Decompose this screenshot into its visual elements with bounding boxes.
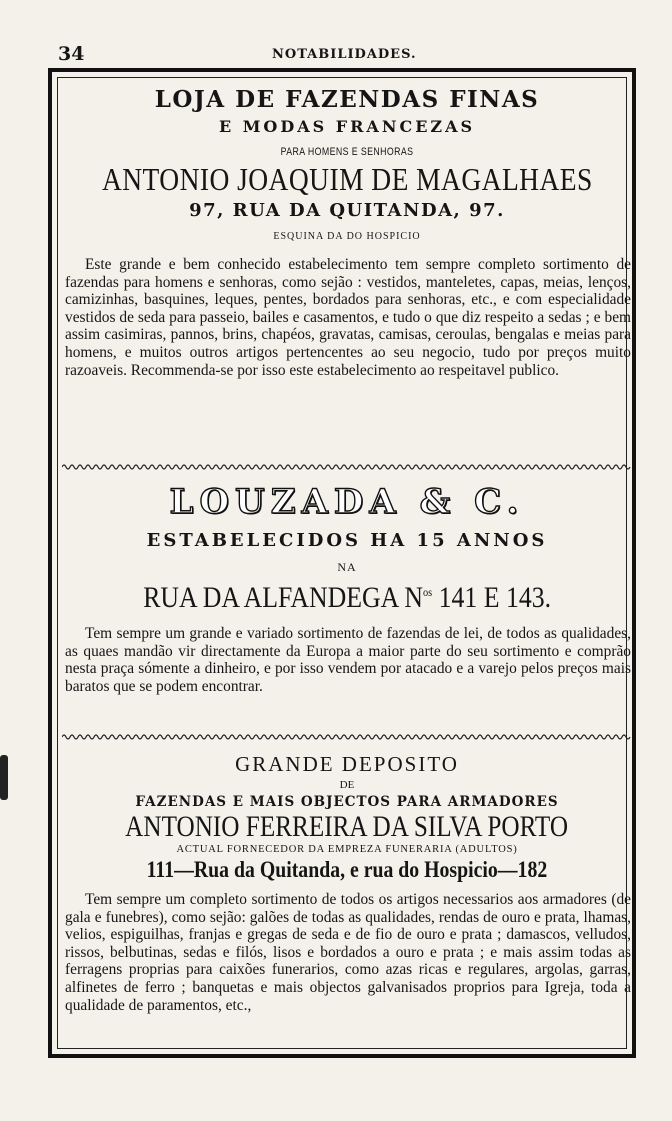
ad-body-text: Tem sempre um grande e variado sortimento de fazendas de lei, de todos as qualidades, as quaes mandão vir directamente da Europa a maior parte do seu sortimento e comprão nesta praça sómente a dinheiro, e por isso vendem por atacado e a varejo pelos preços mais baratos que se podem encontrar.: [65, 625, 631, 695]
street-name: RUA DA ALFANDEGA N: [143, 581, 423, 614]
advertisement-silva-porto: [57, 752, 637, 1014]
page-header: [0, 0, 672, 70]
ad-street: [143, 581, 551, 615]
ad-address: 97, RUA DA QUITANDA, 97.: [189, 200, 505, 221]
ad-owner-name: ANTONIO JOAQUIM DE MAGALHAES: [101, 161, 593, 197]
page-number: 34: [58, 43, 85, 65]
ad-de: DE: [339, 779, 355, 791]
ad-na: NA: [337, 560, 357, 574]
running-title: NOTABILIDADES.: [272, 47, 417, 62]
ad-audience: PARA HOMENS E SENHORAS: [280, 146, 414, 158]
ad-body-text: Este grande e bem conhecido estabelecimento tem sempre completo sortimento de fazendas para homens e senhoras, como sejão : vestidos, manteletes, capas, meias, lenços, camizinhas, basquines, leques, pentes, bordados para senhoras, etc., e com especialidade vestidos de seda para passeio, bailes e casamentos, e tudo o que diz respeito a sedas ; e bem assim casimiras, pannos, brins, chapéos, gravatas, camisas, ceroulas, bengalas e meias para homens, e muitos outros artigos pertencentes ao seu negocio, tudo por preços muito razoaveis. Recommenda-se por isso este estabelecimento ao respeitavel publico.: [65, 256, 631, 379]
binding-mark: [0, 755, 8, 800]
advertisement-louzada: [57, 482, 637, 695]
ad-subtitle: E MODAS FRANCEZAS: [218, 117, 476, 136]
wavy-divider: [62, 463, 632, 471]
ad-title: LOUZADA & C.: [169, 482, 525, 522]
ad-deposit-heading: GRANDE DEPOSITO: [235, 752, 459, 776]
ad-body-text: Tem sempre um completo sortimento de todos os artigos necessarios aos armadores (de gala e funebres), como sejão: galões de todas as qualidades, rendas de ouro e prata, lhamas, velios, espiguilhas, franjas e gregas de seda e de fio de ouro e prata ; damascos, velludos, rissos, belbutinas, sedas e filós, lisos e bordados a ouro e prata ; e mais assim todas as ferragens proprias para caixões funerarios, como azas ricas e regulares, argolas, garras, alfinetes de ferro ; banquetas e mais objectos galvanisados proprios para Igreja, toda a qualidade de paramentos, etc.,: [65, 891, 631, 1014]
ad-supplier-note: ACTUAL FORNECEDOR DA EMPREZA FUNERARIA (ADULTOS): [176, 844, 518, 855]
ad-items-heading: FAZENDAS E MAIS OBJECTOS PARA ARMADORES: [135, 794, 559, 810]
ad-established: ESTABELECIDOS HA 15 ANNOS: [146, 530, 548, 551]
street-sup: os: [422, 585, 432, 599]
street-numbers: 141 E 143.: [431, 581, 551, 614]
ad-address: 111—Rua da Quitanda, e rua do Hospicio—182: [146, 857, 548, 882]
ad-owner-name: ANTONIO FERREIRA DA SILVA PORTO: [125, 810, 569, 843]
advertisement-magalhaes: [57, 86, 637, 379]
wavy-divider: [62, 733, 632, 741]
ad-title: LOJA DE FAZENDAS FINAS: [154, 86, 540, 113]
ad-corner-note: ESQUINA DA DO HOSPICIO: [273, 231, 421, 242]
